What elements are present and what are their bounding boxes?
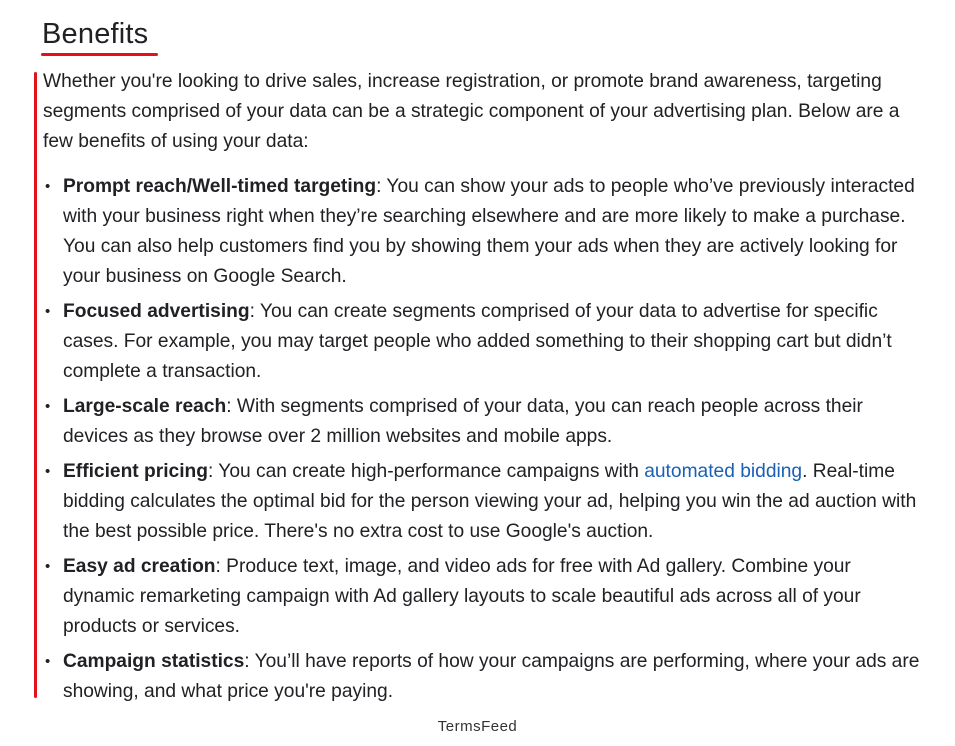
- bullet-icon: •: [45, 653, 51, 670]
- list-item-prompt-reach: [43, 172, 923, 292]
- benefit-title: Large-scale reach: [63, 396, 227, 417]
- list-item-focused-advertising: [43, 297, 923, 387]
- benefit-text: : You can create high-performance campaigns with: [207, 461, 645, 482]
- benefit-title: Efficient pricing: [63, 461, 208, 482]
- list-item-easy-ad-creation: [43, 552, 923, 642]
- benefit-text: : Produce text, image, and video ads for free with Ad gallery. Combine your dynamic remarketing campaign with Ad gallery layouts to scale beautiful ads across all of your products or services.: [63, 556, 861, 637]
- benefit-title: Prompt reach/Well-timed targeting: [63, 176, 377, 197]
- bullet-icon: •: [45, 463, 51, 480]
- list-item-campaign-statistics: [43, 647, 923, 707]
- benefit-text: : You can show your ads to people who’ve previously interacted with your business right when they’re searching elsewhere and are more likely to make a purchase. You can also help customers find you by showing them your ads when they are actively looking for your business on Google Search.: [63, 176, 915, 287]
- list-item-efficient-pricing: [43, 457, 923, 547]
- bullet-icon: •: [45, 303, 51, 320]
- list-item-large-scale-reach: [43, 392, 923, 452]
- benefit-title: Focused advertising: [63, 301, 250, 322]
- benefit-text: : You can create segments comprised of your data to advertise for specific cases. For example, you may target people who added something to their shopping cart but didn’t complete a transaction.: [63, 301, 892, 382]
- intro-paragraph: Whether you're looking to drive sales, increase registration, or promote brand awareness, targeting segments comprised of your data can be a strategic component of your advertising plan. Below are a few benefits of using your data:: [43, 71, 900, 152]
- benefit-text: : With segments comprised of your data, you can reach people across their devices as they browse over 2 million websites and mobile apps.: [63, 396, 863, 447]
- benefit-title: Campaign statistics: [63, 651, 245, 672]
- automated-bidding-link[interactable]: automated bidding: [644, 461, 803, 482]
- benefit-text: : You’ll have reports of how your campaigns are performing, where your ads are showing, and what price you're paying.: [63, 651, 920, 702]
- heading-underline: [41, 53, 158, 56]
- footer-watermark: TermsFeed: [437, 718, 518, 735]
- section-heading: Benefits: [42, 18, 149, 50]
- bullet-icon: •: [45, 558, 51, 575]
- bullet-icon: •: [45, 178, 51, 195]
- benefit-title: Easy ad creation: [63, 556, 216, 577]
- benefit-text: . Real-time bidding calculates the optimal bid for the person viewing your ad, helping you win the ad auction with the best possible price. There's no extra cost to use Google's auction.: [63, 461, 917, 542]
- bullet-icon: •: [45, 398, 51, 415]
- highlight-side-rule: [34, 72, 37, 698]
- benefits-list: [43, 172, 923, 712]
